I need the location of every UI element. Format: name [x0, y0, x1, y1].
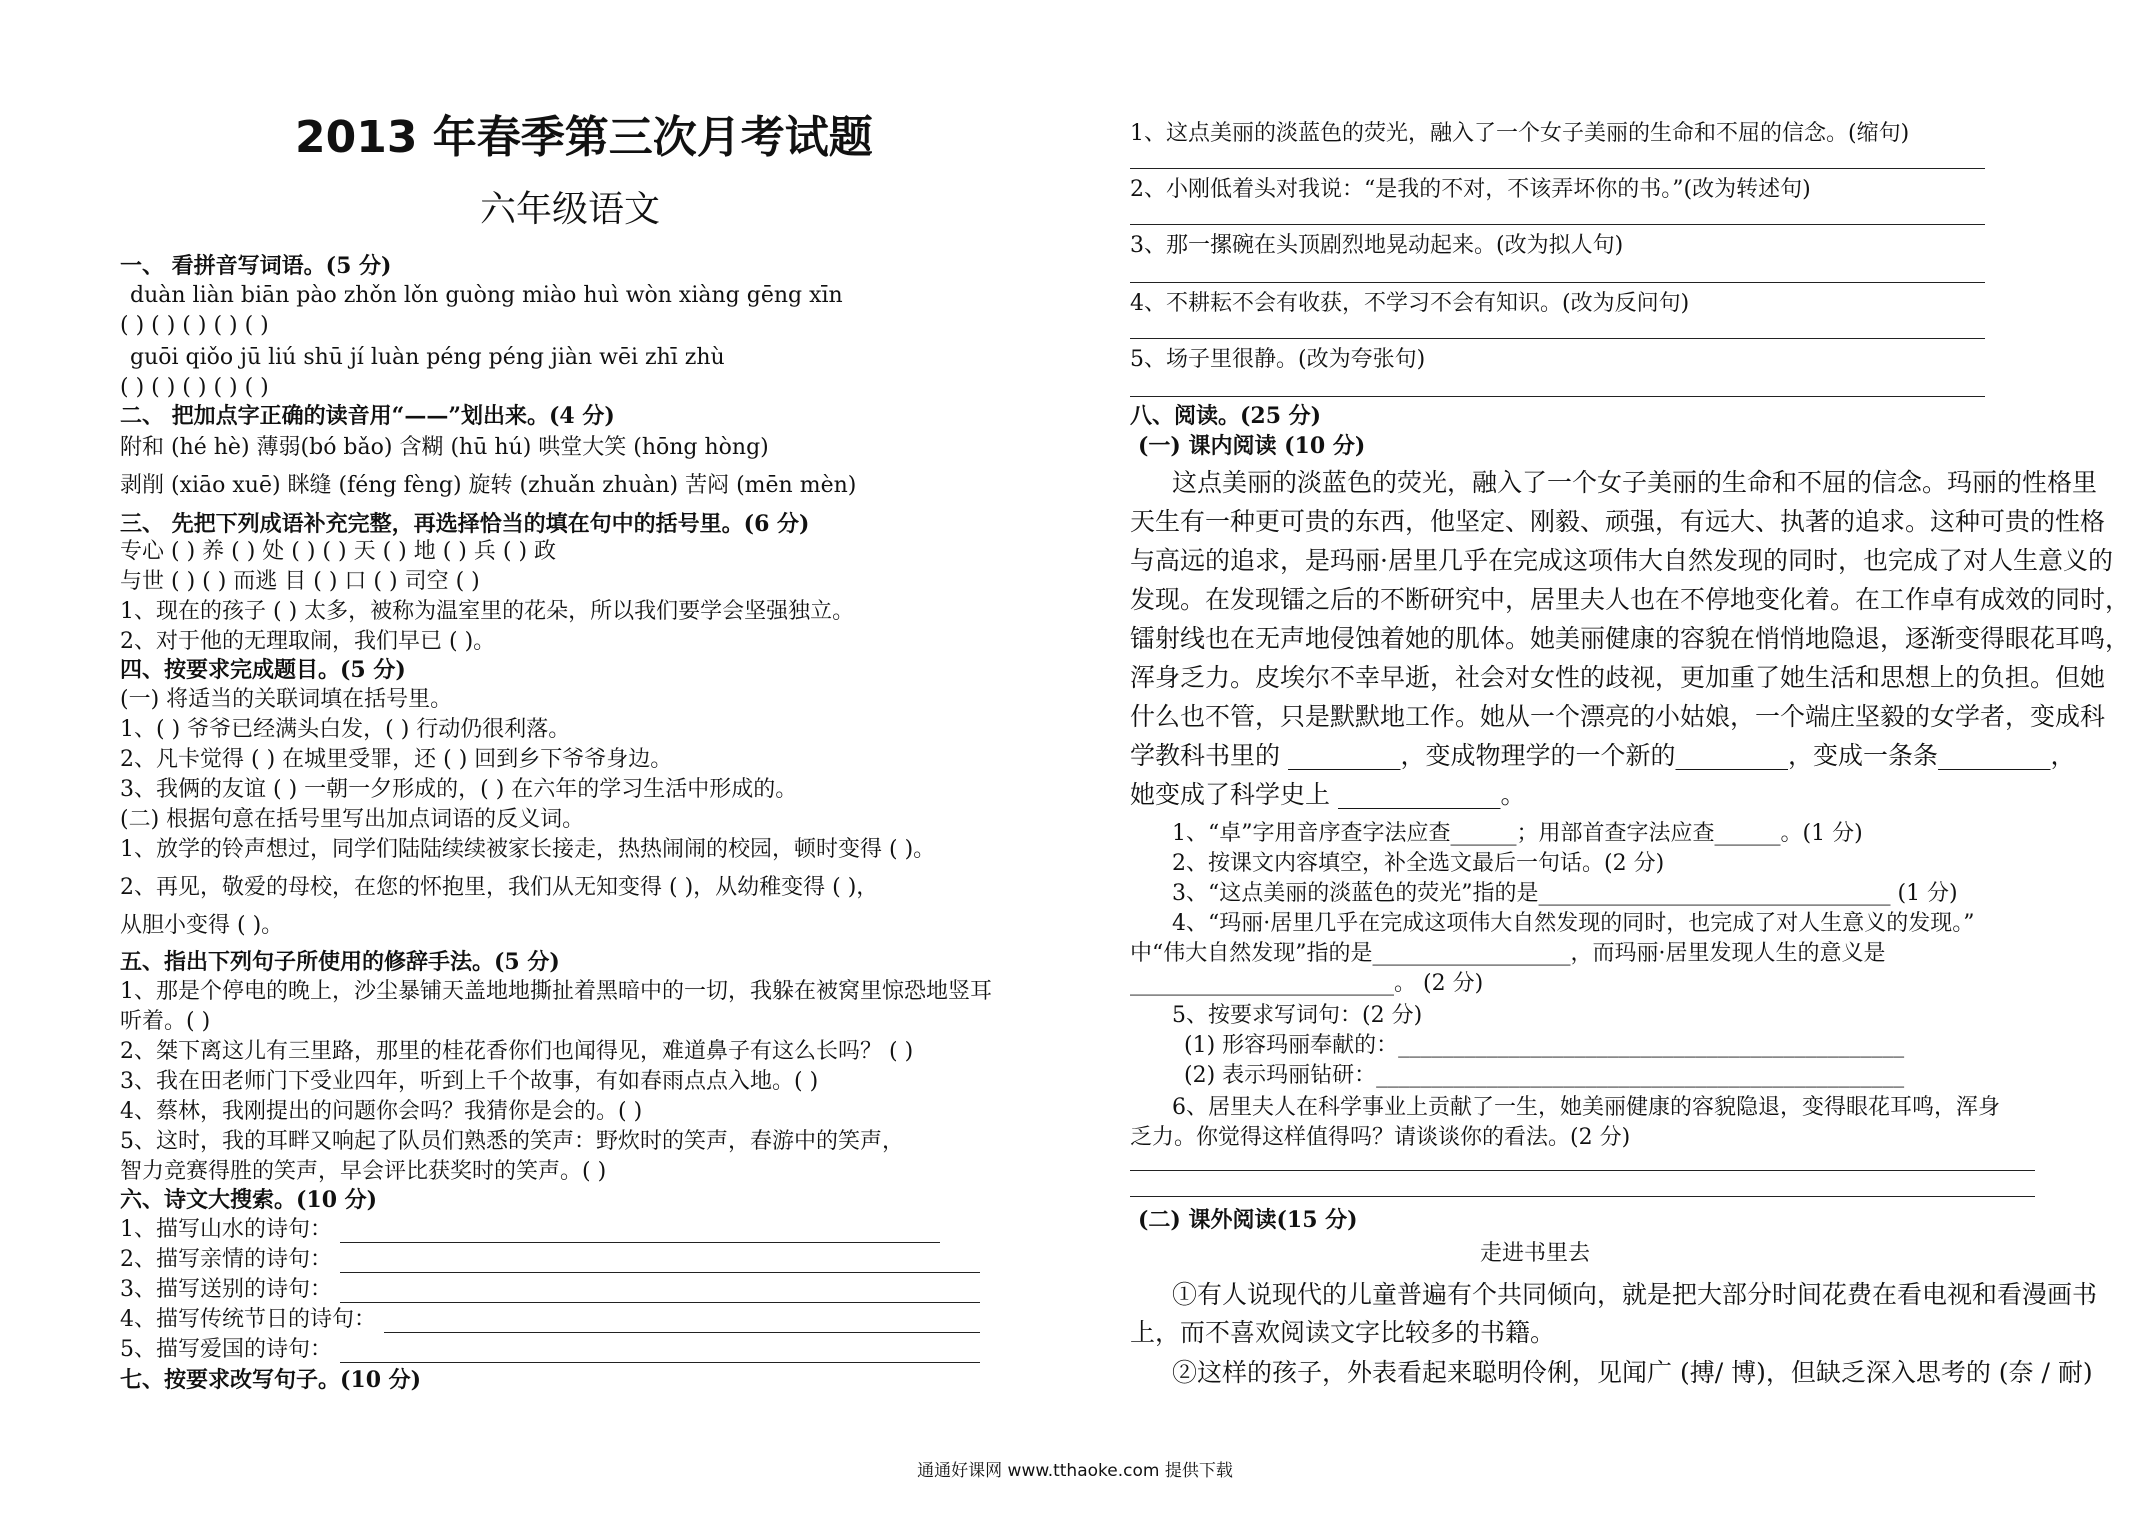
- pinyin-row-2: guōi qiǒo jū liú shū jí luàn péng péng jiàn wēi zhī zhù: [130, 345, 725, 370]
- rhetoric-question-4: 4、蔡林，我刚提出的问题你会吗？我猜你是会的。( ): [120, 1099, 643, 1124]
- idiom-row-2: 与世 ( ) ( ) 而逃 目 ( ) 口 ( ) 司空 ( ): [120, 569, 480, 594]
- rewrite-answer-line-3: [1130, 282, 1985, 283]
- idiom-question-1: 1、现在的孩子 ( ) 太多，被称为温室里的花朵，所以我们要学会坚强独立。: [120, 599, 855, 624]
- footer-credit: 通通好课网 www.tthaoke.com 提供下载: [917, 1461, 1233, 1481]
- conjunction-question-1: 1、( ) 爷爷已经满头白发，( ) 行动仍很利落。: [120, 717, 571, 742]
- section-7-heading: 七、按要求改写句子。(10 分): [120, 1367, 422, 1393]
- rewrite-item-5: 5、场子里很静。(改为夸张句): [1130, 347, 1426, 372]
- section-4-heading: 四、按要求完成题目。(5 分): [120, 657, 406, 683]
- poem-item-5: 5、描写爱国的诗句：: [120, 1337, 332, 1362]
- rewrite-answer-line-2: [1130, 224, 1985, 225]
- rhetoric-question-3: 3、我在田老师门下受业四年，听到上千个故事，有如春雨点点入地。( ): [120, 1069, 819, 1094]
- poem-item-4: 4、描写传统节日的诗句：: [120, 1307, 376, 1332]
- opinion-answer-line-2: [1130, 1196, 2035, 1197]
- extracurricular-reading-heading: (二) 课外阅读(15 分): [1138, 1207, 1358, 1233]
- rhetoric-question-5a: 5、这时，我的耳畔又响起了队员们熟悉的笑声：野炊时的笑声，春游中的笑声，: [120, 1129, 904, 1154]
- reading-question-4b: 中“伟大自然发现”指的是__________________，而玛丽·居里发现人生的意义是: [1130, 941, 1886, 966]
- rhetoric-question-1a: 1、那是个停电的晚上，沙尘暴铺天盖地地撕扯着黑暗中的一切，我躲在被窝里惊恐地竖耳: [120, 979, 993, 1004]
- conjunction-question-3: 3、我俩的友谊 ( ) 一朝一夕形成的，( ) 在六年的学习生活中形成的。: [120, 777, 798, 802]
- antonym-question-1: 1、放学的铃声想过，同学们陆陆续续被家长接走，热热闹闹的校园，顿时变得 ( )。: [120, 837, 936, 862]
- article-line-1: ①有人说现代的儿童普遍有个共同倾向，就是把大部分时间花费在看电视和看漫画书: [1172, 1280, 2098, 1309]
- section-6-heading: 六、诗文大搜索。(10 分): [120, 1187, 378, 1213]
- pinyin-row-1: duàn liàn biān pào zhǒn lǒn guòng miào huì wòn xiàng gēng xīn: [130, 283, 843, 308]
- passage-line-1: 这点美丽的淡蓝色的荧光，融入了一个女子美丽的生命和不屈的信念。玛丽的性格里: [1172, 468, 2098, 497]
- poem-item-2: 2、描写亲情的诗句：: [120, 1247, 332, 1272]
- in-class-reading-heading: (一) 课内阅读 (10 分): [1138, 433, 1366, 459]
- reading-question-4c: ________________________。 (2 分): [1130, 971, 1484, 996]
- poem-item-1: 1、描写山水的诗句：: [120, 1217, 332, 1242]
- poem-answer-line-3: [340, 1302, 980, 1303]
- reading-question-1: 1、“卓”字用音序查字法应查______；用部首查字法应查______。(1 分): [1172, 821, 1863, 846]
- section-2-heading: 二、 把加点字正确的读音用“——”划出来。(4 分): [120, 403, 615, 429]
- passage-line-5: 镭射线也在无声地侵蚀着她的肌体。她美丽健康的容貌在悄悄地隐退，逐渐变得眼花耳鸣，: [1130, 624, 2131, 653]
- rewrite-item-1: 1、这点美丽的淡蓝色的荧光，融入了一个女子美丽的生命和不屈的信念。(缩句): [1130, 121, 1910, 146]
- reading-question-5-2: (2) 表示玛丽钻研：________________________________________________: [1184, 1063, 1905, 1088]
- passage-line-2: 天生有一种更可贵的东西，他坚定、刚毅、顽强，有远大、执著的追求。这种可贵的性格: [1130, 507, 2106, 536]
- reading-question-6a: 6、居里夫人在科学事业上贡献了一生，她美丽健康的容貌隐退，变得眼花耳鸣，浑身: [1172, 1095, 2000, 1120]
- pronunciation-row-1: 附和 (hé hè) 薄弱(bó bǎo) 含糊 (hū hú) 哄堂大笑 (hōng hòng): [120, 435, 769, 460]
- article-line-3: ②这样的孩子，外表看起来聪明伶俐，见闻广 (搏/ 博)，但缺乏深入思考的 (奈 / 耐): [1172, 1358, 2093, 1387]
- passage-line-4: 发现。在发现镭之后的不断研究中，居里夫人也在不停地变化着。在工作卓有成效的同时，: [1130, 585, 2131, 614]
- idiom-row-1: 专心 ( ) 养 ( ) 处 ( ) ( ) 天 ( ) 地 ( ) 兵 ( ) 政: [120, 539, 557, 564]
- section-5-heading: 五、指出下列句子所使用的修辞手法。(5 分): [120, 949, 560, 975]
- reading-question-4a: 4、“玛丽·居里几乎在完成这项伟大自然发现的同时，也完成了对人生意义的发现。”: [1172, 911, 1975, 936]
- rhetoric-question-1b: 听着。( ): [120, 1009, 211, 1034]
- article-line-2: 上，而不喜欢阅读文字比较多的书籍。: [1130, 1318, 1556, 1347]
- rewrite-item-4: 4、不耕耘不会有收获，不学习不会有知识。(改为反问句): [1130, 291, 1690, 316]
- answer-blanks-row-1: ( ) ( ) ( ) ( ) ( ): [120, 313, 269, 338]
- poem-answer-line-4: [384, 1332, 980, 1333]
- poem-item-3: 3、描写送别的诗句：: [120, 1277, 332, 1302]
- page-subtitle: 六年级语文: [480, 189, 661, 230]
- article-title: 走进书里去: [1480, 1241, 1591, 1266]
- passage-line-3: 与高远的追求，是玛丽·居里几乎在完成这项伟大自然发现的同时，也完成了对人生意义的: [1130, 546, 2113, 575]
- reading-question-6b: 乏力。你觉得这样值得吗？请谈谈你的看法。(2 分): [1130, 1125, 1631, 1150]
- rewrite-answer-line-5: [1130, 396, 1985, 397]
- pronunciation-row-2: 剥削 (xiāo xuē) 眯缝 (féng fèng) 旋转 (zhuǎn zhuàn) 苦闷 (mēn mèn): [120, 473, 857, 498]
- poem-answer-line-1: [340, 1242, 940, 1243]
- reading-question-5-1: (1) 形容玛丽奉献的：______________________________________________: [1184, 1033, 1905, 1058]
- reading-question-5: 5、按要求写词句：(2 分): [1172, 1003, 1423, 1028]
- passage-line-9: 她变成了科学史上 _____________。: [1130, 780, 1526, 809]
- conjunction-question-2: 2、凡卡觉得 ( ) 在城里受罪，还 ( ) 回到乡下爷爷身边。: [120, 747, 673, 772]
- idiom-question-2: 2、对于他的无理取闹，我们早已 ( )。: [120, 629, 496, 654]
- rewrite-item-2: 2、小刚低着头对我说：“是我的不对，不该弄坏你的书。”(改为转述句): [1130, 177, 1811, 202]
- reading-question-2: 2、按课文内容填空，补全选文最后一句话。(2 分): [1172, 851, 1665, 876]
- rewrite-item-3: 3、那一摞碗在头顶剧烈地晃动起来。(改为拟人句): [1130, 233, 1624, 258]
- section-1-heading: 一、 看拼音写词语。(5 分): [120, 253, 392, 279]
- section-8-heading: 八、阅读。(25 分): [1130, 403, 1322, 429]
- passage-line-7: 什么也不管，只是默默地工作。她从一个漂亮的小姑娘，一个端庄坚毅的女学者，变成科: [1130, 702, 2106, 731]
- rewrite-answer-line-1: [1130, 168, 1985, 169]
- answer-blanks-row-2: ( ) ( ) ( ) ( ) ( ): [120, 375, 269, 400]
- section-4-part-2: (二) 根据句意在括号里写出加点词语的反义词。: [120, 807, 585, 832]
- passage-line-6: 浑身乏力。皮埃尔不幸早逝，社会对女性的歧视，更加重了她生活和思想上的负担。但她: [1130, 663, 2106, 692]
- section-4-part-1: (一) 将适当的关联词填在括号里。: [120, 687, 453, 712]
- antonym-question-3: 从胆小变得 ( )。: [120, 913, 284, 938]
- poem-answer-line-2: [340, 1272, 980, 1273]
- passage-line-8: 学教科书里的 _________，变成物理学的一个新的_________，变成一条条_________，: [1130, 741, 2076, 770]
- rhetoric-question-2: 2、桀下离这儿有三里路，那里的桂花香你们也闻得见，难道鼻子有这么长吗？ ( ): [120, 1039, 914, 1064]
- reading-question-3: 3、“这点美丽的淡蓝色的荧光”指的是________________________________ (1 分): [1172, 881, 1958, 906]
- antonym-question-2: 2、再见，敬爱的母校，在您的怀抱里，我们从无知变得 ( )，从幼稚变得 ( )，: [120, 875, 879, 900]
- page-title: 2013 年春季第三次月考试题: [295, 112, 873, 163]
- opinion-answer-line-1: [1130, 1170, 2035, 1171]
- poem-answer-line-5: [340, 1362, 980, 1363]
- rewrite-answer-line-4: [1130, 338, 1985, 339]
- rhetoric-question-5b: 智力竞赛得胜的笑声，早会评比获奖时的笑声。( ): [120, 1159, 607, 1184]
- section-3-heading: 三、 先把下列成语补充完整，再选择恰当的填在句中的括号里。(6 分): [120, 511, 810, 537]
